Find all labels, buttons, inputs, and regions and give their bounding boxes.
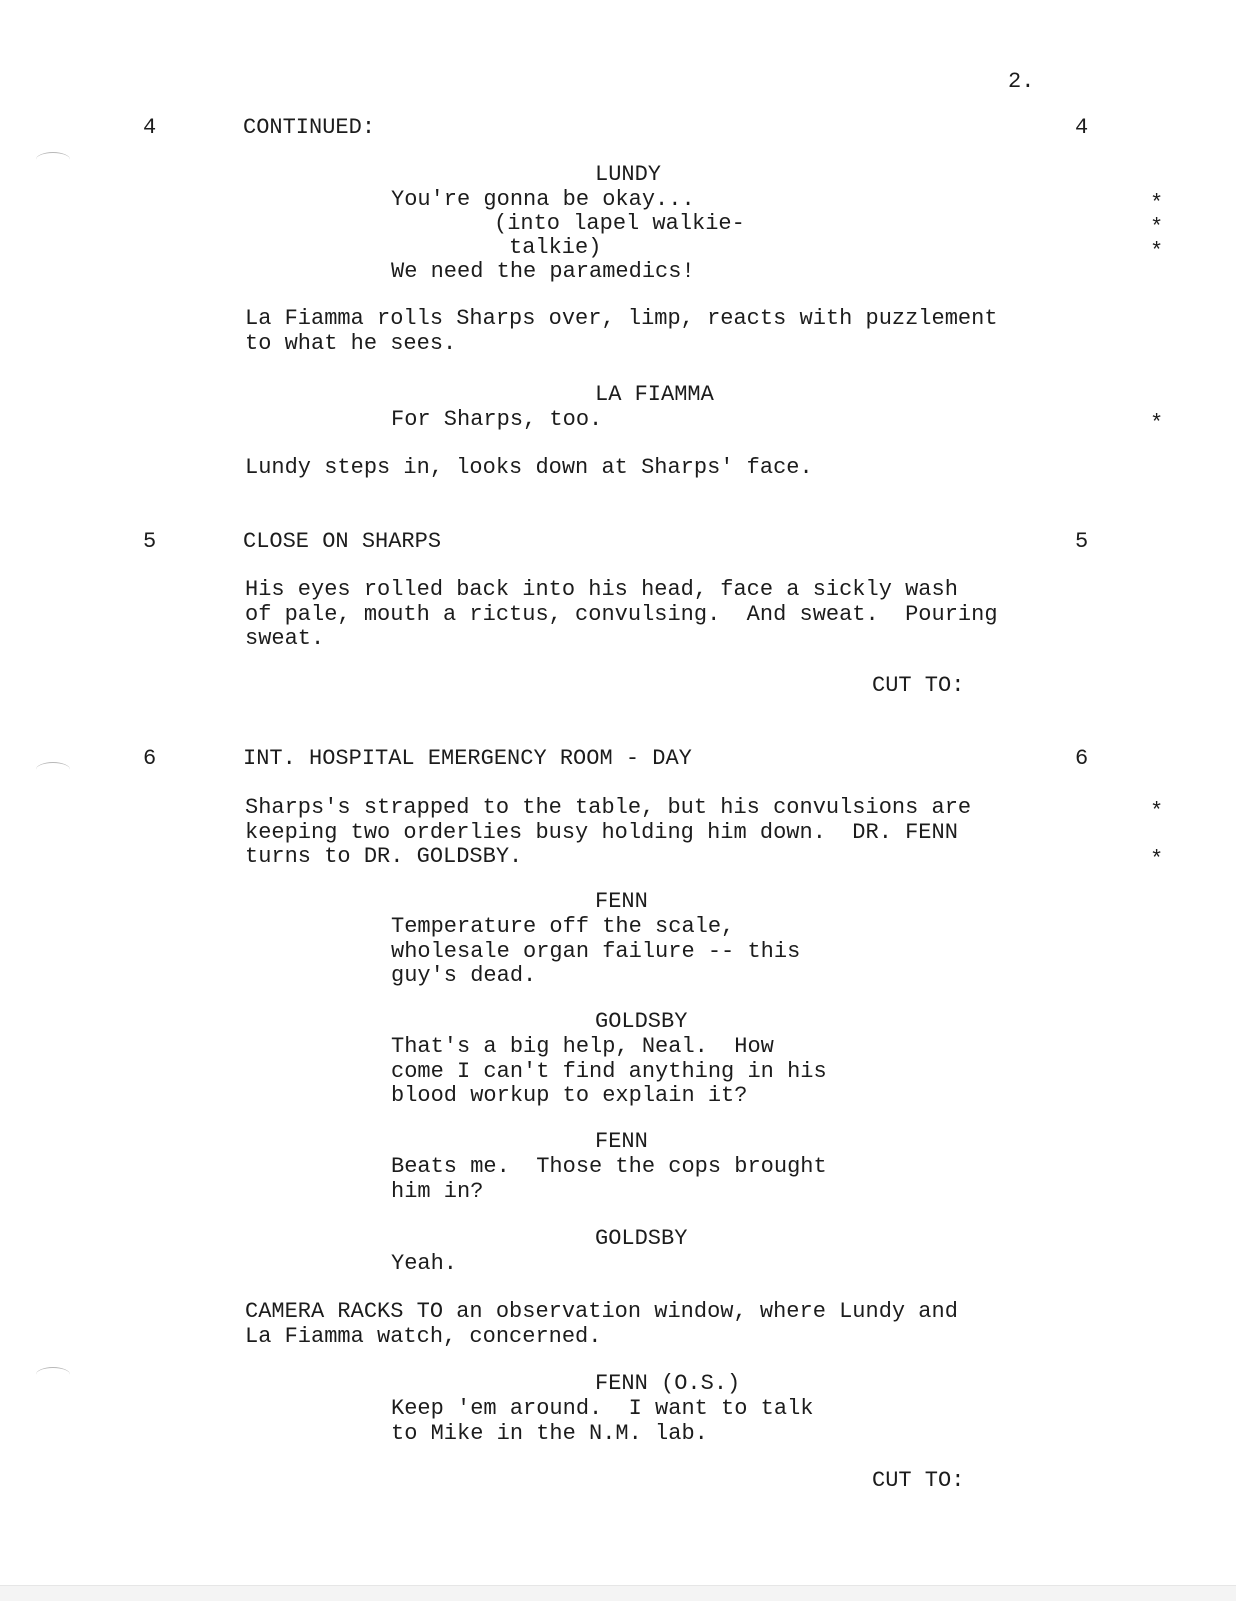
revision-asterisk: * [1150,799,1164,824]
punch-hole-middle [36,762,70,777]
character-name: FENN [595,889,648,914]
dialogue-block: That's a big help, Neal. How come I can't find anything in his blood workup to explain it? [391,1034,827,1108]
character-name: FENN (O.S.) [595,1371,741,1396]
action-paragraph: CAMERA RACKS TO an observation window, where Lundy and La Fiamma watch, concerned. [245,1299,958,1349]
page-number: 2. [1008,69,1035,94]
dialogue-line: For Sharps, too. [391,407,603,432]
scene-number-left: 5 [143,529,157,554]
action-paragraph: Lundy steps in, looks down at Sharps' face. [245,455,813,480]
dialogue-line: Yeah. [391,1251,458,1276]
revision-asterisk: * [1150,215,1164,240]
dialogue-block: Keep 'em around. I want to talk to Mike in the N.M. lab. [391,1396,814,1446]
revision-asterisk: * [1150,239,1164,264]
transition: CUT TO: [872,673,965,698]
character-name: GOLDSBY [595,1009,688,1034]
dialogue-line: We need the paramedics! [391,259,695,284]
action-paragraph: La Fiamma rolls Sharps over, limp, reacts with puzzlement to what he sees. [245,306,998,356]
page-bottom-edge [0,1585,1236,1601]
revision-asterisk: * [1150,191,1164,216]
dialogue-block: Temperature off the scale, wholesale organ failure -- this guy's dead. [391,914,801,988]
revision-asterisk: * [1150,411,1164,436]
character-name: FENN [595,1129,648,1154]
scene-heading: CONTINUED: [243,115,376,140]
scene-number-left: 6 [143,746,157,771]
scene-heading: CLOSE ON SHARPS [243,529,442,554]
scene-number-right: 4 [1075,115,1089,140]
scene-number-right: 5 [1075,529,1089,554]
action-paragraph: Sharps's strapped to the table, but his convulsions are keeping two orderlies busy holding him down. DR. FENN turns to DR. GOLDSBY. [245,795,972,869]
character-name: GOLDSBY [595,1226,688,1251]
action-paragraph: His eyes rolled back into his head, face a sickly wash of pale, mouth a rictus, convulsing. And sweat. Pouring sweat. [245,577,998,651]
dialogue-block: Beats me. Those the cops brought him in? [391,1154,827,1204]
revision-asterisk: * [1150,847,1164,872]
character-name: LA FIAMMA [595,382,714,407]
transition: CUT TO: [872,1468,965,1493]
character-name: LUNDY [595,162,662,187]
scene-heading: INT. HOSPITAL EMERGENCY ROOM - DAY [243,746,692,771]
scene-number-right: 6 [1075,746,1089,771]
punch-hole-top [36,152,70,167]
dialogue-line: You're gonna be okay... [391,187,695,212]
parenthetical-line: talkie) [509,235,602,260]
scene-number-left: 4 [143,115,157,140]
punch-hole-bottom [36,1367,70,1382]
parenthetical-line: (into lapel walkie- [494,211,745,236]
